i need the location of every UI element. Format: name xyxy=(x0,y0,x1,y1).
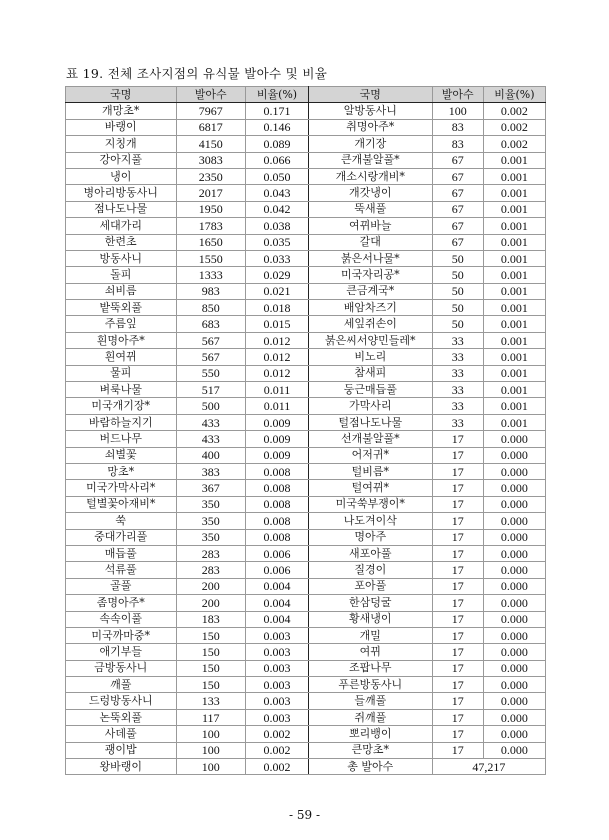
species-name: 애기부들 xyxy=(66,644,177,660)
germination-count: 33 xyxy=(432,365,483,381)
ratio: 0.002 xyxy=(483,103,545,119)
species-name: 미국자리공* xyxy=(309,267,433,283)
table-row xyxy=(66,709,546,725)
ratio: 0.001 xyxy=(483,234,545,250)
ratio: 0.002 xyxy=(245,726,308,742)
germination-count: 367 xyxy=(176,480,245,496)
ratio: 0.000 xyxy=(483,709,545,725)
species-name: 개갓냉이 xyxy=(309,185,433,201)
ratio: 0.003 xyxy=(245,627,308,643)
species-name: 털별꽃아재비* xyxy=(66,496,177,512)
table-row xyxy=(66,152,546,168)
species-name: 미국까마중* xyxy=(66,627,177,643)
ratio: 0.000 xyxy=(483,562,545,578)
germination-count: 1950 xyxy=(176,201,245,217)
ratio: 0.002 xyxy=(483,119,545,135)
ratio: 0.008 xyxy=(245,496,308,512)
table-row xyxy=(66,496,546,512)
germination-count: 150 xyxy=(176,627,245,643)
germination-count: 200 xyxy=(176,595,245,611)
table-row xyxy=(66,332,546,348)
germination-count: 50 xyxy=(432,316,483,332)
total-label: 총 발아수 xyxy=(309,759,433,775)
header-name-right: 국명 xyxy=(309,87,433,103)
ratio: 0.002 xyxy=(245,742,308,758)
species-name: 큰망초* xyxy=(309,742,433,758)
germination-count: 17 xyxy=(432,611,483,627)
ratio: 0.009 xyxy=(245,414,308,430)
species-name: 뚝새풀 xyxy=(309,201,433,217)
ratio: 0.038 xyxy=(245,218,308,234)
germination-count: 1550 xyxy=(176,250,245,266)
species-name: 조팝나무 xyxy=(309,660,433,676)
ratio: 0.001 xyxy=(483,267,545,283)
species-name: 큰개불알풀* xyxy=(309,152,433,168)
species-name: 왕바랭이 xyxy=(66,759,177,775)
ratio: 0.000 xyxy=(483,496,545,512)
ratio: 0.018 xyxy=(245,300,308,316)
species-name: 포아풀 xyxy=(309,578,433,594)
species-name: 주름잎 xyxy=(66,316,177,332)
germination-count: 983 xyxy=(176,283,245,299)
species-name: 논뚝외풀 xyxy=(66,709,177,725)
ratio: 0.011 xyxy=(245,398,308,414)
germination-count: 3083 xyxy=(176,152,245,168)
germination-count: 17 xyxy=(432,660,483,676)
germination-count: 67 xyxy=(432,152,483,168)
species-name: 여뀌 xyxy=(309,644,433,660)
germination-count: 567 xyxy=(176,349,245,365)
ratio: 0.001 xyxy=(483,283,545,299)
germination-count: 33 xyxy=(432,382,483,398)
species-name: 버드나무 xyxy=(66,431,177,447)
ratio: 0.002 xyxy=(245,759,308,775)
table-row xyxy=(66,644,546,660)
ratio: 0.004 xyxy=(245,611,308,627)
ratio: 0.001 xyxy=(483,201,545,217)
ratio: 0.009 xyxy=(245,431,308,447)
species-name: 금방동사니 xyxy=(66,660,177,676)
species-name: 갈대 xyxy=(309,234,433,250)
species-name: 명아주 xyxy=(309,529,433,545)
ratio: 0.004 xyxy=(245,578,308,594)
germination-count: 17 xyxy=(432,677,483,693)
ratio: 0.050 xyxy=(245,168,308,184)
germination-count: 17 xyxy=(432,709,483,725)
germination-count: 50 xyxy=(432,300,483,316)
ratio: 0.001 xyxy=(483,316,545,332)
germination-count: 50 xyxy=(432,267,483,283)
germination-count: 33 xyxy=(432,398,483,414)
species-name: 붉은서나물* xyxy=(309,250,433,266)
germination-count: 1783 xyxy=(176,218,245,234)
species-name: 비노리 xyxy=(309,349,433,365)
table-row xyxy=(66,759,546,775)
germination-count: 17 xyxy=(432,463,483,479)
species-name: 질경이 xyxy=(309,562,433,578)
species-name: 미국쑥부쟁이* xyxy=(309,496,433,512)
ratio: 0.000 xyxy=(483,742,545,758)
table-row xyxy=(66,660,546,676)
germination-count: 50 xyxy=(432,283,483,299)
germination-count: 283 xyxy=(176,562,245,578)
germination-count: 100 xyxy=(432,103,483,119)
species-name: 선개불알풀* xyxy=(309,431,433,447)
species-name: 미국개기장* xyxy=(66,398,177,414)
ratio: 0.000 xyxy=(483,529,545,545)
species-name: 속속이풀 xyxy=(66,611,177,627)
header-count-right: 발아수 xyxy=(432,87,483,103)
species-name: 세잎쥐손이 xyxy=(309,316,433,332)
table-row xyxy=(66,250,546,266)
germination-count: 17 xyxy=(432,480,483,496)
germination-count: 6817 xyxy=(176,119,245,135)
ratio: 0.171 xyxy=(245,103,308,119)
species-name: 벼룩나물 xyxy=(66,382,177,398)
ratio: 0.008 xyxy=(245,463,308,479)
species-name: 바람하늘지기 xyxy=(66,414,177,430)
ratio: 0.003 xyxy=(245,677,308,693)
germination-count: 683 xyxy=(176,316,245,332)
table-row xyxy=(66,545,546,561)
germination-count: 7967 xyxy=(176,103,245,119)
ratio: 0.012 xyxy=(245,332,308,348)
ratio: 0.033 xyxy=(245,250,308,266)
species-name: 흰여뀌 xyxy=(66,349,177,365)
germination-count: 200 xyxy=(176,578,245,594)
ratio: 0.001 xyxy=(483,382,545,398)
germination-count: 383 xyxy=(176,463,245,479)
table-row xyxy=(66,283,546,299)
germination-count: 150 xyxy=(176,644,245,660)
species-name: 개기장 xyxy=(309,136,433,152)
germination-count: 17 xyxy=(432,431,483,447)
species-name: 괭이밥 xyxy=(66,742,177,758)
germination-count: 133 xyxy=(176,693,245,709)
ratio: 0.000 xyxy=(483,726,545,742)
germination-count: 17 xyxy=(432,627,483,643)
species-name: 개소시랑개비* xyxy=(309,168,433,184)
ratio: 0.089 xyxy=(245,136,308,152)
germination-count: 150 xyxy=(176,677,245,693)
ratio: 0.042 xyxy=(245,201,308,217)
table-row xyxy=(66,742,546,758)
table-row xyxy=(66,611,546,627)
germination-count: 2350 xyxy=(176,168,245,184)
ratio: 0.002 xyxy=(483,136,545,152)
species-name: 나도겨이삭 xyxy=(309,513,433,529)
germination-count: 17 xyxy=(432,562,483,578)
table-row xyxy=(66,677,546,693)
species-name: 털점나도나물 xyxy=(309,414,433,430)
species-name: 여뀌바늘 xyxy=(309,218,433,234)
species-name: 쥐깨풀 xyxy=(309,709,433,725)
species-name: 털비름* xyxy=(309,463,433,479)
species-name: 개망초* xyxy=(66,103,177,119)
ratio: 0.000 xyxy=(483,693,545,709)
table-row xyxy=(66,578,546,594)
germination-count: 350 xyxy=(176,513,245,529)
species-name: 강아지풀 xyxy=(66,152,177,168)
ratio: 0.021 xyxy=(245,283,308,299)
species-name: 큰금계국* xyxy=(309,283,433,299)
germination-count: 33 xyxy=(432,332,483,348)
germination-count: 83 xyxy=(432,119,483,135)
germination-count: 33 xyxy=(432,349,483,365)
ratio: 0.001 xyxy=(483,185,545,201)
germination-count: 567 xyxy=(176,332,245,348)
page-number: - 59 - xyxy=(288,808,320,822)
species-name: 석류풀 xyxy=(66,562,177,578)
germination-count: 517 xyxy=(176,382,245,398)
ratio: 0.006 xyxy=(245,562,308,578)
germination-count: 83 xyxy=(432,136,483,152)
species-name: 취명아주* xyxy=(309,119,433,135)
ratio: 0.003 xyxy=(245,709,308,725)
table-row xyxy=(66,234,546,250)
ratio: 0.066 xyxy=(245,152,308,168)
species-name: 푸른방동사니 xyxy=(309,677,433,693)
ratio: 0.000 xyxy=(483,545,545,561)
ratio: 0.004 xyxy=(245,595,308,611)
germination-count: 550 xyxy=(176,365,245,381)
germination-count: 117 xyxy=(176,709,245,725)
species-name: 매듭풀 xyxy=(66,545,177,561)
species-name: 점나도나물 xyxy=(66,201,177,217)
ratio: 0.001 xyxy=(483,332,545,348)
ratio: 0.001 xyxy=(483,152,545,168)
germination-count: 433 xyxy=(176,414,245,430)
species-name: 흰명아주* xyxy=(66,332,177,348)
species-name: 세대가리 xyxy=(66,218,177,234)
ratio: 0.000 xyxy=(483,595,545,611)
germination-count: 350 xyxy=(176,529,245,545)
germination-count: 4150 xyxy=(176,136,245,152)
ratio: 0.000 xyxy=(483,627,545,643)
species-name: 뽀리뱅이 xyxy=(309,726,433,742)
table-row xyxy=(66,398,546,414)
table-row xyxy=(66,300,546,316)
species-name: 참새피 xyxy=(309,365,433,381)
species-name: 둥근매듭풀 xyxy=(309,382,433,398)
species-name: 한삼덩굴 xyxy=(309,595,433,611)
germination-count: 17 xyxy=(432,447,483,463)
ratio: 0.001 xyxy=(483,250,545,266)
germination-count: 850 xyxy=(176,300,245,316)
ratio: 0.029 xyxy=(245,267,308,283)
germination-count: 100 xyxy=(176,726,245,742)
table-row xyxy=(66,431,546,447)
table-row xyxy=(66,382,546,398)
table-row xyxy=(66,480,546,496)
species-name: 물피 xyxy=(66,365,177,381)
species-name: 가막사리 xyxy=(309,398,433,414)
germination-count: 183 xyxy=(176,611,245,627)
seedling-table xyxy=(65,86,546,775)
germination-count: 17 xyxy=(432,529,483,545)
ratio: 0.003 xyxy=(245,660,308,676)
germination-count: 67 xyxy=(432,218,483,234)
ratio: 0.000 xyxy=(483,431,545,447)
header-name-left: 국명 xyxy=(66,87,177,103)
germination-count: 17 xyxy=(432,513,483,529)
germination-count: 17 xyxy=(432,726,483,742)
ratio: 0.035 xyxy=(245,234,308,250)
species-name: 돌피 xyxy=(66,267,177,283)
germination-count: 17 xyxy=(432,742,483,758)
germination-count: 400 xyxy=(176,447,245,463)
species-name: 방동사니 xyxy=(66,250,177,266)
table-row xyxy=(66,447,546,463)
germination-count: 67 xyxy=(432,168,483,184)
germination-count: 67 xyxy=(432,234,483,250)
table-row xyxy=(66,627,546,643)
germination-count: 17 xyxy=(432,693,483,709)
ratio: 0.008 xyxy=(245,529,308,545)
table-row xyxy=(66,414,546,430)
ratio: 0.001 xyxy=(483,218,545,234)
ratio: 0.001 xyxy=(483,168,545,184)
species-name: 망초* xyxy=(66,463,177,479)
ratio: 0.000 xyxy=(483,447,545,463)
species-name: 미국가막사리* xyxy=(66,480,177,496)
header-ratio-right: 비율(%) xyxy=(483,87,545,103)
table-header-row xyxy=(66,87,546,103)
species-name: 밭뚝외풀 xyxy=(66,300,177,316)
ratio: 0.001 xyxy=(483,349,545,365)
header-count-left: 발아수 xyxy=(176,87,245,103)
ratio: 0.043 xyxy=(245,185,308,201)
ratio: 0.008 xyxy=(245,480,308,496)
table-row xyxy=(66,349,546,365)
germination-count: 1650 xyxy=(176,234,245,250)
germination-count: 2017 xyxy=(176,185,245,201)
table-row xyxy=(66,267,546,283)
ratio: 0.000 xyxy=(483,611,545,627)
table-row xyxy=(66,726,546,742)
species-name: 깨풀 xyxy=(66,677,177,693)
table-row xyxy=(66,365,546,381)
ratio: 0.000 xyxy=(483,644,545,660)
ratio: 0.000 xyxy=(483,480,545,496)
ratio: 0.001 xyxy=(483,300,545,316)
germination-count: 67 xyxy=(432,185,483,201)
ratio: 0.003 xyxy=(245,644,308,660)
species-name: 배암차즈기 xyxy=(309,300,433,316)
ratio: 0.000 xyxy=(483,578,545,594)
species-name: 붉은씨서양민들레* xyxy=(309,332,433,348)
species-name: 골풀 xyxy=(66,578,177,594)
species-name: 쇠별꽃 xyxy=(66,447,177,463)
germination-count: 17 xyxy=(432,644,483,660)
ratio: 0.001 xyxy=(483,414,545,430)
species-name: 쑥 xyxy=(66,513,177,529)
species-name: 냉이 xyxy=(66,168,177,184)
germination-count: 17 xyxy=(432,545,483,561)
germination-count: 150 xyxy=(176,660,245,676)
germination-count: 100 xyxy=(176,759,245,775)
ratio: 0.000 xyxy=(483,513,545,529)
table-row xyxy=(66,562,546,578)
table-row xyxy=(66,463,546,479)
species-name: 병아리방동사니 xyxy=(66,185,177,201)
species-name: 한련초 xyxy=(66,234,177,250)
species-name: 드렁방동사니 xyxy=(66,693,177,709)
ratio: 0.146 xyxy=(245,119,308,135)
germination-count: 1333 xyxy=(176,267,245,283)
species-name: 좀명아주* xyxy=(66,595,177,611)
species-name: 사데풀 xyxy=(66,726,177,742)
ratio: 0.008 xyxy=(245,513,308,529)
species-name: 지칭개 xyxy=(66,136,177,152)
table-row xyxy=(66,529,546,545)
ratio: 0.012 xyxy=(245,349,308,365)
species-name: 황새냉이 xyxy=(309,611,433,627)
germination-count: 17 xyxy=(432,595,483,611)
species-name: 어저귀* xyxy=(309,447,433,463)
table-row xyxy=(66,693,546,709)
ratio: 0.009 xyxy=(245,447,308,463)
germination-count: 17 xyxy=(432,578,483,594)
species-name: 쇠비름 xyxy=(66,283,177,299)
germination-count: 33 xyxy=(432,414,483,430)
table-row xyxy=(66,595,546,611)
species-name: 중대가리풀 xyxy=(66,529,177,545)
table-row xyxy=(66,185,546,201)
species-name: 알방동사니 xyxy=(309,103,433,119)
ratio: 0.003 xyxy=(245,693,308,709)
table-row xyxy=(66,513,546,529)
germination-count: 17 xyxy=(432,496,483,512)
header-ratio-left: 비율(%) xyxy=(245,87,308,103)
table-row xyxy=(66,168,546,184)
species-name: 새포아풀 xyxy=(309,545,433,561)
ratio: 0.011 xyxy=(245,382,308,398)
species-name: 털여뀌* xyxy=(309,480,433,496)
table-caption: 표 19. 전체 조사지점의 유식물 발아수 및 비율 xyxy=(66,66,328,81)
ratio: 0.000 xyxy=(483,660,545,676)
ratio: 0.006 xyxy=(245,545,308,561)
species-name: 바랭이 xyxy=(66,119,177,135)
germination-count: 433 xyxy=(176,431,245,447)
ratio: 0.012 xyxy=(245,365,308,381)
table-row xyxy=(66,136,546,152)
total-value: 47,217 xyxy=(432,759,545,775)
table-row xyxy=(66,103,546,119)
germination-count: 67 xyxy=(432,201,483,217)
germination-count: 350 xyxy=(176,496,245,512)
ratio: 0.015 xyxy=(245,316,308,332)
species-name: 들깨풀 xyxy=(309,693,433,709)
ratio: 0.001 xyxy=(483,398,545,414)
table-row xyxy=(66,201,546,217)
germination-count: 50 xyxy=(432,250,483,266)
germination-count: 500 xyxy=(176,398,245,414)
table-row xyxy=(66,218,546,234)
ratio: 0.000 xyxy=(483,677,545,693)
species-name: 개밀 xyxy=(309,627,433,643)
ratio: 0.000 xyxy=(483,463,545,479)
germination-count: 283 xyxy=(176,545,245,561)
table-row xyxy=(66,316,546,332)
germination-count: 100 xyxy=(176,742,245,758)
ratio: 0.001 xyxy=(483,365,545,381)
table-row xyxy=(66,119,546,135)
